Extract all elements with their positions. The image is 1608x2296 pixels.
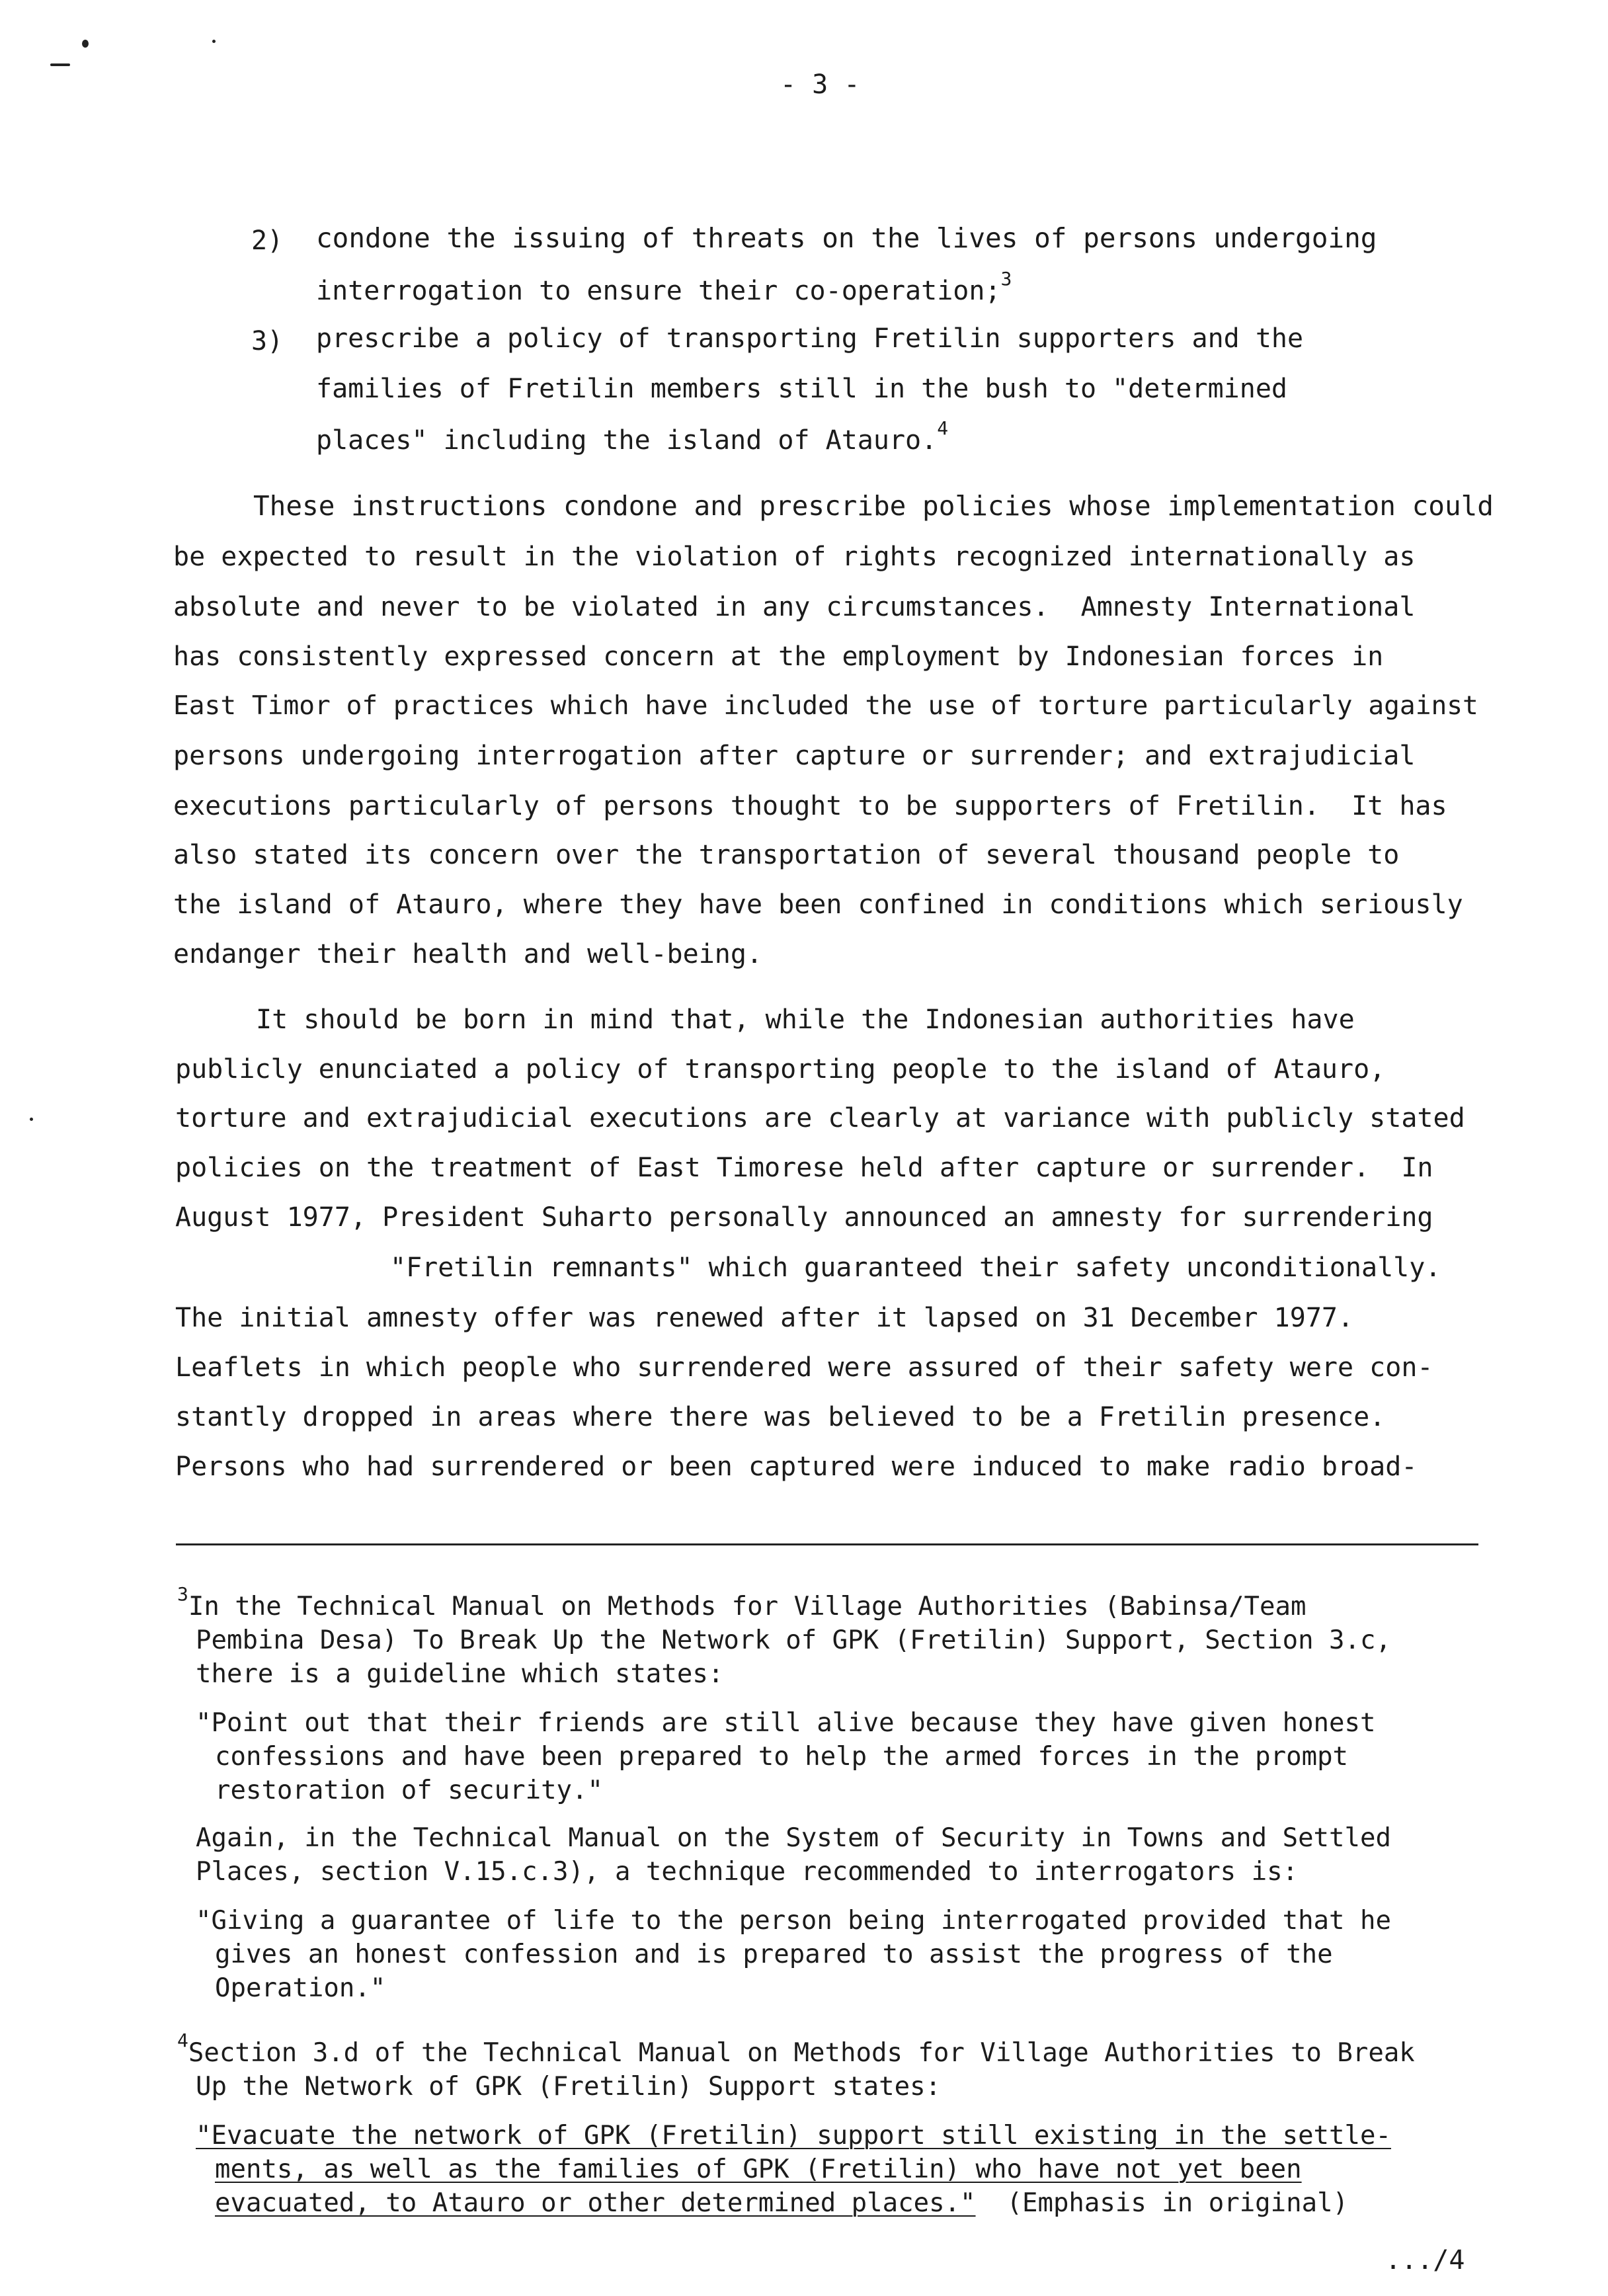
continuation-marker: .../4 <box>1385 2245 1465 2276</box>
paragraph-line: These instructions condone and prescribe policies whose implementation could <box>253 490 1494 522</box>
footnote-quote-line: "Point out that their friends are still alive because they have given honest <box>196 1708 1376 1738</box>
footnote-quote-line: "Giving a guarantee of life to the person being interrogated provided that he <box>196 1906 1391 1936</box>
paragraph-line: August 1977, President Suharto personally announced an amnesty for surrendering <box>175 1202 1433 1233</box>
list-item-line: condone the issuing of threats on the lives of persons undergoing <box>316 222 1377 254</box>
footnote-line: Places, section V.15.c.3), a technique recommended to interrogators is: <box>196 1857 1299 1887</box>
scan-speck <box>30 1118 33 1121</box>
footnote-quote-line: evacuated, to Atauro or other determined places." (Emphasis in original) <box>215 2188 1349 2218</box>
emphasis-note: (Emphasis in original) <box>1006 2188 1349 2218</box>
paragraph-line: persons undergoing interrogation after capture or surrender; and extrajudicial <box>173 741 1416 771</box>
paragraph-line: publicly enunciated a policy of transporting people to the island of Atauro, <box>175 1054 1386 1085</box>
footnote-quote-line: confessions and have been prepared to help the armed forces in the prompt <box>215 1742 1349 1772</box>
paragraph-line: It should be born in mind that, while the Indonesian authorities have <box>256 1004 1355 1035</box>
list-item-line: places" including the island of Atauro.$^4$ <box>316 417 949 456</box>
footnote-quote-line: ments, as well as the families of GPK (Fretilin) who have not yet been <box>215 2154 1302 2184</box>
paragraph-line: The initial amnesty offer was renewed after it lapsed on 31 December 1977. <box>175 1303 1354 1333</box>
paragraph-line: torture and extrajudicial executions are clearly at variance with publicly stated <box>175 1103 1465 1133</box>
footnote-line: there is a guideline which states: <box>196 1659 724 1689</box>
footnote-ref: 3 <box>1000 268 1012 290</box>
footnote-line: Up the Network of GPK (Fretilin) Support states: <box>196 2072 942 2102</box>
list-item-number: 3) <box>251 326 284 356</box>
paragraph-line: be expected to result in the violation of rights recognized internationally as <box>173 542 1416 572</box>
paragraph-line: stantly dropped in areas where there was believed to be a Fretilin presence. <box>175 1402 1386 1432</box>
paragraph-line: policies on the treatment of East Timorese held after capture or surrender. In <box>175 1153 1433 1183</box>
footnote-separator <box>176 1543 1478 1545</box>
paragraph-line: Persons who had surrendered or been captured were induced to make radio broad- <box>175 1452 1418 1482</box>
paragraph-line: has consistently expressed concern at the employment by Indonesian forces in <box>173 641 1384 672</box>
scan-speck <box>50 63 70 66</box>
paragraph-line: also stated its concern over the transportation of several thousand people to <box>173 840 1400 870</box>
paragraph-line: endanger their health and well-being. <box>173 939 763 969</box>
footnote-line: $^3$In the Technical Manual on Methods for Village Authorities (Babinsa/Team <box>177 1583 1306 1621</box>
footnote-line: Again, in the Technical Manual on the System of Security in Towns and Settled <box>196 1823 1391 1853</box>
paragraph-line: executions particularly of persons thought to be supporters of Fretilin. It has <box>173 791 1447 821</box>
footnote-line: $^4$Section 3.d of the Technical Manual on Methods for Village Authorities to Break <box>177 2030 1415 2068</box>
paragraph-line: "Fretilin remnants" which guaranteed their safety unconditionally. <box>390 1252 1441 1283</box>
scan-speck <box>212 40 216 43</box>
footnote-line: Pembina Desa) To Break Up the Network of GPK (Fretilin) Support, Section 3.c, <box>196 1625 1391 1655</box>
footnote-quote-line: restoration of security." <box>215 1776 603 1805</box>
footnote-marker: 4 <box>177 2030 188 2051</box>
footnote-quote-line: gives an honest confession and is prepared to assist the progress of the <box>215 1940 1333 1969</box>
paragraph-line: the island of Atauro, where they have been confined in conditions which seriously <box>173 889 1463 920</box>
footnote-ref: 4 <box>937 417 949 439</box>
footnote-marker: 3 <box>177 1583 188 1605</box>
paragraph-line: East Timor of practices which have included the use of torture particularly against <box>173 690 1478 721</box>
scan-speck <box>82 40 89 48</box>
footnote-quote-line: "Evacuate the network of GPK (Fretilin) support still existing in the settle- <box>196 2121 1391 2151</box>
list-item-line: families of Fretilin members still in the bush to "determined <box>316 374 1288 404</box>
footnote-quote-line: Operation." <box>215 1973 386 2003</box>
list-item-line: prescribe a policy of transporting Fretilin supporters and the <box>316 323 1304 354</box>
list-item-line: interrogation to ensure their co-operation;$^3$ <box>316 268 1012 306</box>
paragraph-line: absolute and never to be violated in any circumstances. Amnesty International <box>173 592 1416 622</box>
list-item-number: 2) <box>251 226 284 256</box>
page-number: - 3 - <box>780 69 860 100</box>
paragraph-line: Leaflets in which people who surrendered were assured of their safety were con- <box>175 1352 1433 1383</box>
